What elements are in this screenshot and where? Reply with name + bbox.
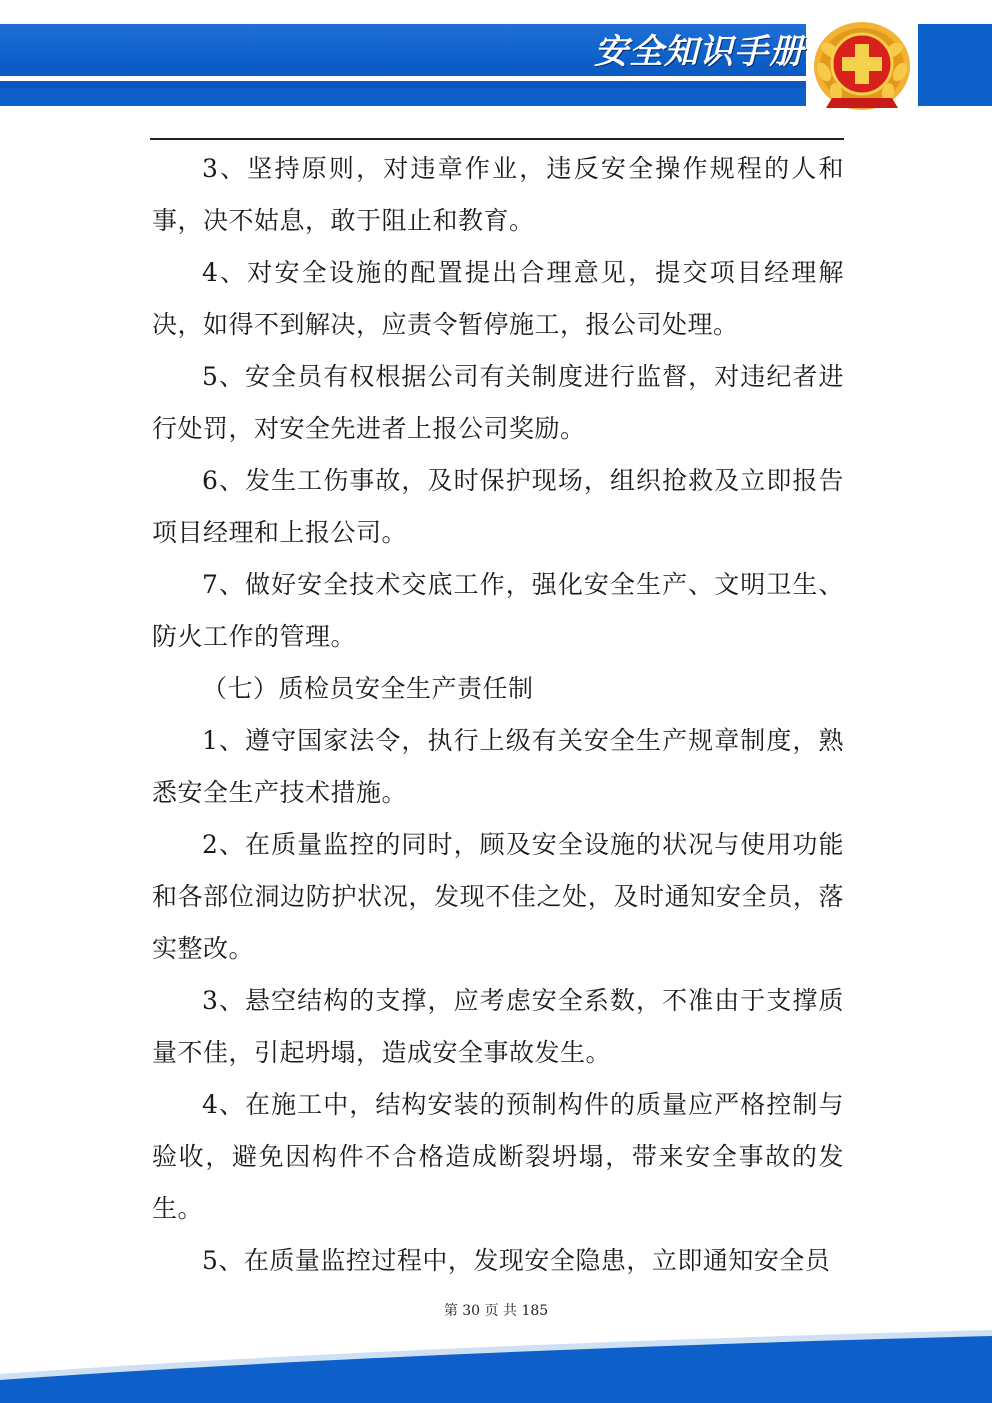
- header-stripe: [0, 76, 806, 81]
- paragraph: 1、遵守国家法令，执行上级有关安全生产规章制度，熟悉安全生产技术措施。: [152, 726, 844, 807]
- paragraph: 7、做好安全技术交底工作，强化安全生产、文明卫生、防火工作的管理。: [152, 570, 844, 651]
- page-header: [0, 0, 992, 120]
- paragraph: 3、悬空结构的支撑，应考虑安全系数，不准由于支撑质量不佳，引起坍塌，造成安全事故发生。: [152, 986, 844, 1067]
- header-title: 安全知识手册: [594, 32, 804, 72]
- page-number: 第 30 页 共 185: [443, 1303, 549, 1319]
- paragraph: 5、安全员有权根据公司有关制度进行监督，对违纪者进行处罚，对安全先进者上报公司奖励。: [152, 362, 844, 443]
- safety-cross-emblem-icon: [808, 16, 916, 112]
- paragraph: 5、在质量监控过程中，发现安全隐患，立即通知安全员: [202, 1246, 831, 1275]
- paragraph: 4、在施工中，结构安装的预制构件的质量应严格控制与验收，避免因构件不合格造成断裂坍塌，带来安全事故的发生。: [152, 1090, 844, 1223]
- paragraph: 2、在质量监控的同时，顾及安全设施的状况与使用功能和各部位洞边防护状况，发现不佳之处，及时通知安全员，落实整改。: [152, 830, 844, 963]
- header-band-lower: [0, 88, 806, 106]
- section-heading: （七）质检员安全生产责任制: [202, 674, 534, 703]
- document-body: [152, 143, 844, 1287]
- paragraph: 4、对安全设施的配置提出合理意见，提交项目经理解决，如得不到解决，应责令暂停施工，报公司处理。: [152, 258, 844, 339]
- footer-wave-decoration: [0, 1330, 992, 1403]
- paragraph: 3、坚持原则，对违章作业，违反安全操作规程的人和事，决不姑息，敢于阻止和教育。: [152, 154, 844, 235]
- paragraph: 6、发生工伤事故，及时保护现场，组织抢救及立即报告项目经理和上报公司。: [152, 466, 844, 547]
- header-right-block: [918, 24, 992, 106]
- header-rule: [150, 138, 844, 140]
